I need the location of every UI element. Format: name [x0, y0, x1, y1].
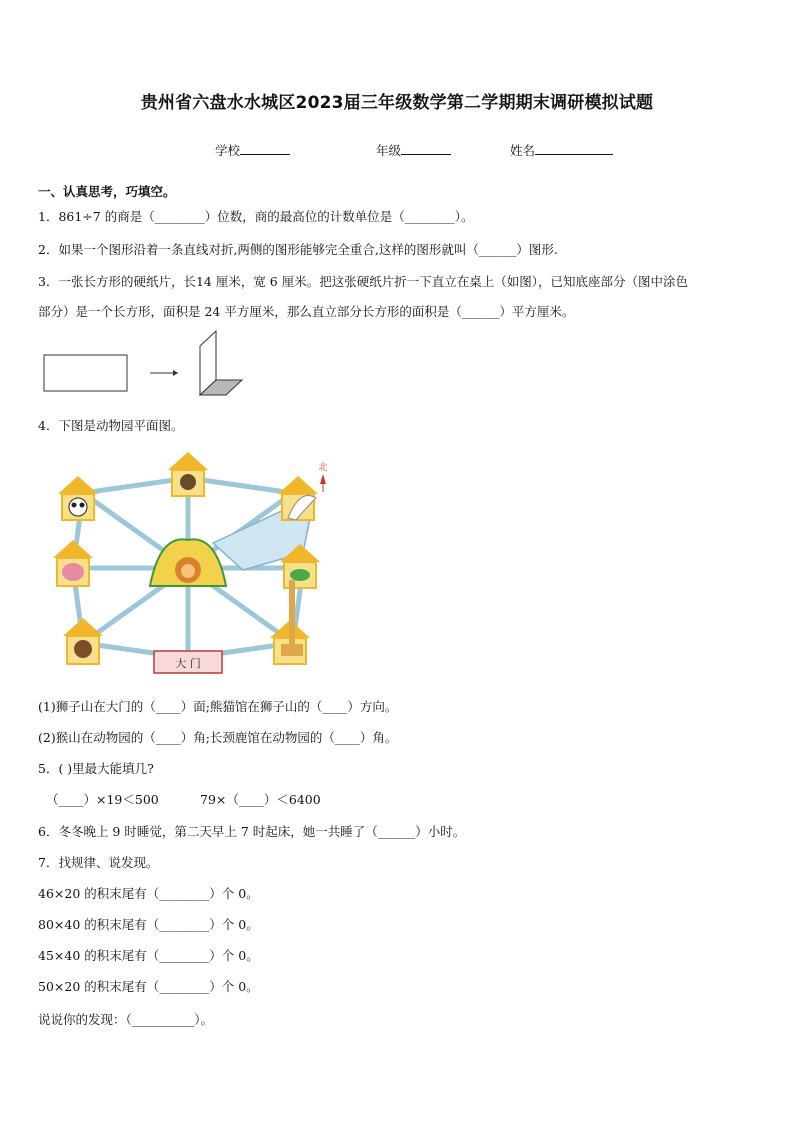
- page-title: 贵州省六盘水水城区2023届三年级数学第二学期期末调研模拟试题: [140, 93, 654, 113]
- question-7: 7．找规律、说发现。: [38, 855, 159, 870]
- gate-label: 大 门: [175, 657, 201, 670]
- school-blank[interactable]: [240, 142, 290, 155]
- q7-item: 46×20 的积末尾有（________）个 0。: [38, 886, 259, 901]
- house-giraffe: [270, 580, 310, 664]
- arrow-head: [173, 370, 178, 376]
- north-label: 北: [318, 463, 328, 473]
- house-elephant: [53, 540, 93, 586]
- name-label: 姓名: [510, 143, 536, 158]
- elephant-icon: [62, 563, 84, 581]
- question-3-line-2: 部分）是一个长方形，面积是 24 平方厘米，那么直立部分长方形的面积是（______）平方厘米。: [38, 304, 575, 319]
- monkey-icon-2: [74, 640, 92, 658]
- monkey-icon: [180, 474, 196, 490]
- zoo-map: [38, 448, 338, 684]
- section-heading: 一、认真思考，巧填空。: [38, 184, 176, 199]
- question-5-b: 79×（____）＜6400: [200, 792, 321, 807]
- giraffe-icon: [289, 580, 295, 650]
- grade-blank[interactable]: [401, 142, 451, 155]
- grade-label: 年级: [376, 143, 402, 158]
- folded-card-figure: [38, 328, 258, 408]
- question-4-1: (1)狮子山在大门的（____）面;熊猫馆在狮子山的（____）方向。: [38, 699, 398, 714]
- flat-rectangle: [44, 355, 127, 391]
- q7-item: 50×20 的积末尾有（________）个 0。: [38, 979, 259, 994]
- name-field[interactable]: [510, 141, 613, 159]
- school-field[interactable]: [215, 141, 290, 159]
- question-4: 4．下图是动物园平面图。: [38, 418, 184, 433]
- panda-icon: [69, 498, 87, 516]
- fish-icon: [290, 569, 310, 581]
- question-5: 5．( )里最大能填几?: [38, 761, 154, 776]
- school-label: 学校: [215, 143, 241, 158]
- north-arrow-icon: [320, 474, 326, 484]
- house-bird: [278, 476, 318, 520]
- grade-field[interactable]: [376, 141, 451, 159]
- question-6: 6．冬冬晚上 9 时睡觉，第二天早上 7 时起床，她一共睡了（______）小时。: [38, 824, 466, 839]
- question-2: 2．如果一个图形沿着一条直线对折,两侧的图形能够完全重合,这样的图形就叫（______）图形.: [38, 242, 558, 257]
- house-monkey-top: [168, 452, 208, 496]
- house-monkey-southwest: [63, 618, 103, 664]
- q7-item: 80×40 的积末尾有（________）个 0。: [38, 917, 259, 932]
- question-7-finding: 说说你的发现：（__________）。: [38, 1012, 214, 1027]
- house-panda: [58, 476, 98, 520]
- question-1: 1．861÷7 的商是（________）位数，商的最高位的计数单位是（________）。: [38, 209, 474, 224]
- question-4-2: (2)猴山在动物园的（____）角;长颈鹿馆在动物园的（____）角。: [38, 730, 398, 745]
- name-blank[interactable]: [535, 142, 613, 155]
- question-5-a: （____）×19＜500: [46, 792, 159, 807]
- q7-item: 45×40 的积末尾有（________）个 0。: [38, 948, 259, 963]
- question-3-line-1: 3．一张长方形的硬纸片，长14 厘米，宽 6 厘米。把这张硬纸片折一下直立在桌上（如图），已知底座部分（图中涂色: [38, 274, 688, 289]
